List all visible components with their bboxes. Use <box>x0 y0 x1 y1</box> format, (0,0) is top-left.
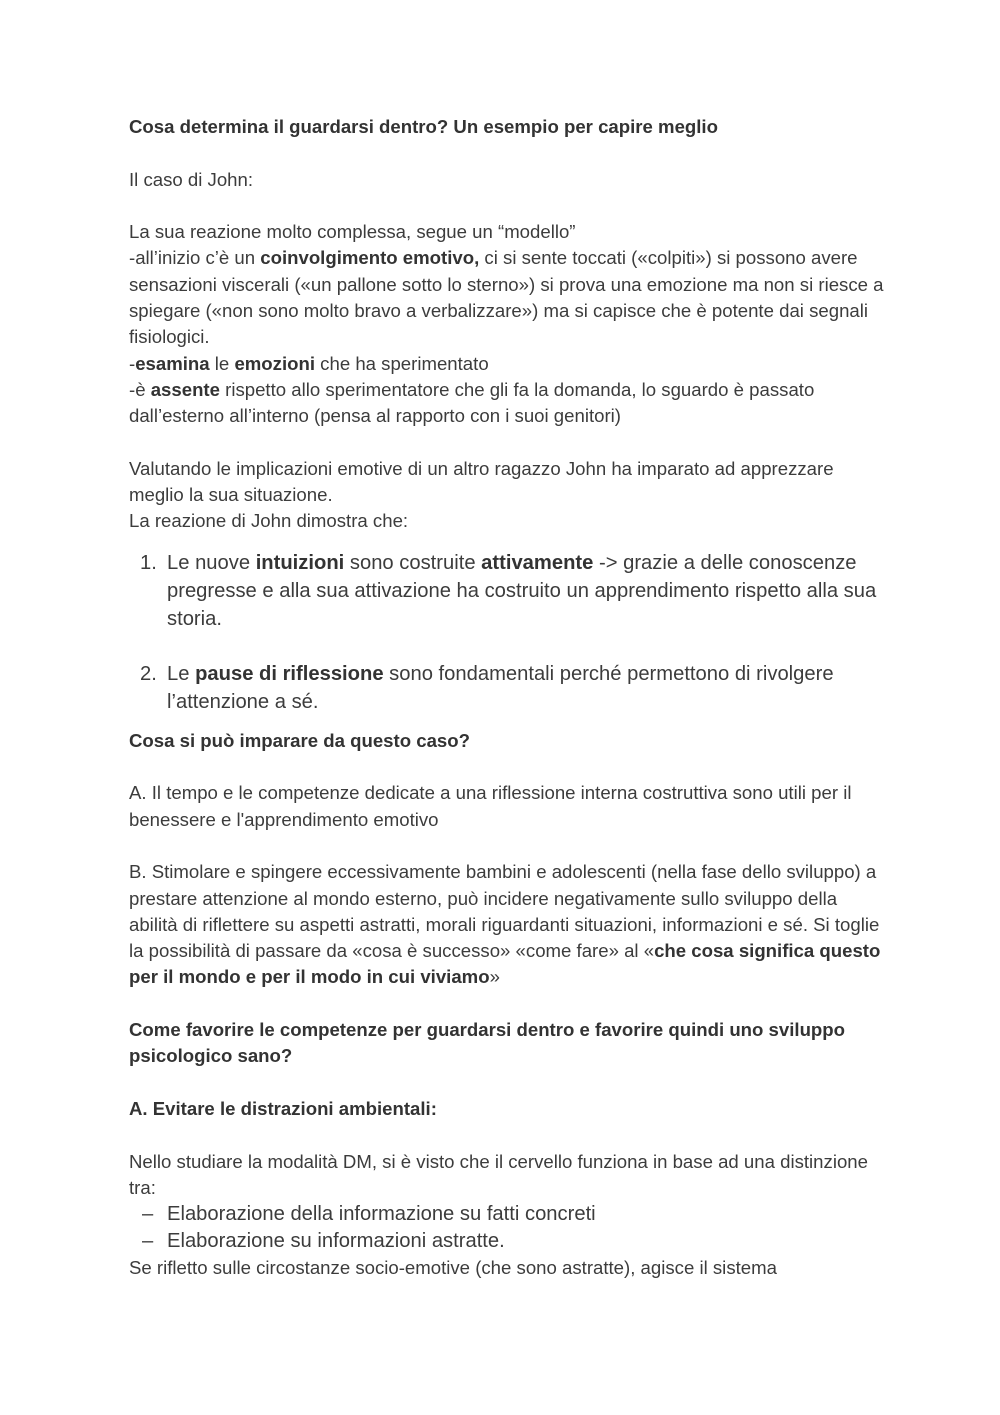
dash-list <box>129 1201 889 1255</box>
text-span: sono costruite <box>344 551 482 574</box>
list-text: Elaborazione della informazione su fatti concreti <box>167 1203 596 1226</box>
dash-bullet: – <box>142 1230 154 1253</box>
text-span: -è <box>129 378 151 400</box>
bold-text: intuizioni <box>255 551 345 574</box>
bold-text: assente <box>150 378 220 400</box>
text-span: le <box>209 352 235 374</box>
text-span: rispetto allo sperimentatore che gli fa la domanda, lo sguardo è passato dall’esterno all’interno (pensa al rapporto con i suoi genitori) <box>129 378 815 427</box>
text-span: Le nuove <box>167 551 256 574</box>
bold-text: emozioni <box>234 352 316 374</box>
paragraph-evaluation <box>129 456 889 535</box>
text-span: B. Stimolare e spingere eccessivamente bambini e adolescenti (nella fase dello sviluppo) a prestare attenzione al mondo esterno, può incidere negativamente sullo sviluppo della abilità di riflettere su aspetti astratti, morali riguardanti situazioni, informazioni e sé. Si toglie la possibilità di passare da «cosa è successo» «come fare» al « <box>129 861 880 962</box>
text-span: Le <box>167 662 196 685</box>
text-span: -> grazie a delle conoscenze pregresse e alla sua attivazione ha costruito un apprendimento rispetto alla sua storia. <box>167 551 877 630</box>
text-span: che ha sperimentato <box>315 352 489 374</box>
list-text: Elaborazione su informazioni astratte. <box>167 1230 505 1253</box>
paragraph-dm: Nello studiare la modalità DM, si è visto che il cervello funziona in base ad una distinzione tra: <box>129 1150 868 1198</box>
document-title: Cosa determina il guardarsi dentro? Un esempio per capire meglio <box>129 116 718 137</box>
bold-text: attivamente <box>481 551 594 574</box>
bold-text: coinvolgimento emotivo, <box>260 247 480 269</box>
dash-bullet: – <box>142 1203 154 1226</box>
numbered-list <box>129 549 889 716</box>
section-heading: Come favorire le competenze per guardarsi dentro e favorire quindi uno sviluppo psicologico sano? <box>129 1019 846 1067</box>
list-item <box>129 549 889 633</box>
text-span: sono fondamentali perché permettono di rivolgere l’attenzione a sé. <box>167 662 834 713</box>
text-span: ci si sente toccati («colpiti») si possono avere sensazioni viscerali («un pallone sotto lo sterno») si prova una emozione ma non si riesce a spiegare («non sono molto bravo a verbalizzare») ma si capisce che è potente dai segnali fisiologici. <box>129 247 884 348</box>
text-line: La reazione di John dimostra che: <box>129 510 409 532</box>
bold-text: pause di riflessione <box>195 662 384 685</box>
list-number: 2. <box>140 662 157 685</box>
point-a: A. Il tempo e le competenze dedicate a una riflessione interna costruttiva sono utili per il benessere e l'apprendimento emotivo <box>129 782 852 830</box>
bold-text: che cosa significa questo per il mondo e per il modo in cui viviamo <box>129 940 881 988</box>
list-item <box>129 660 889 716</box>
list-item <box>129 1201 889 1228</box>
paragraph-final: Se rifletto sulle circostanze socio-emotive (che sono astratte), agisce il sistema <box>129 1257 777 1279</box>
list-item <box>129 1228 889 1255</box>
list-number: 1. <box>140 551 157 574</box>
subsection-heading: A. Evitare le distrazioni ambientali: <box>129 1097 437 1119</box>
paragraph-reaction <box>129 219 889 429</box>
document-page <box>129 114 889 1281</box>
text-span: » <box>489 966 500 988</box>
text-span: - <box>129 352 136 374</box>
bold-text: esamina <box>135 352 210 374</box>
section-heading: Cosa si può imparare da questo caso? <box>129 729 470 751</box>
text-line: Valutando le implicazioni emotive di un altro ragazzo John ha imparato ad apprezzare meglio la sua situazione. <box>129 457 834 506</box>
text-span: -all’inizio c’è un <box>129 247 261 269</box>
case-label: Il caso di John: <box>129 168 254 190</box>
point-b <box>129 859 889 990</box>
text-line: La sua reazione molto complessa, segue un “modello” <box>129 221 576 243</box>
